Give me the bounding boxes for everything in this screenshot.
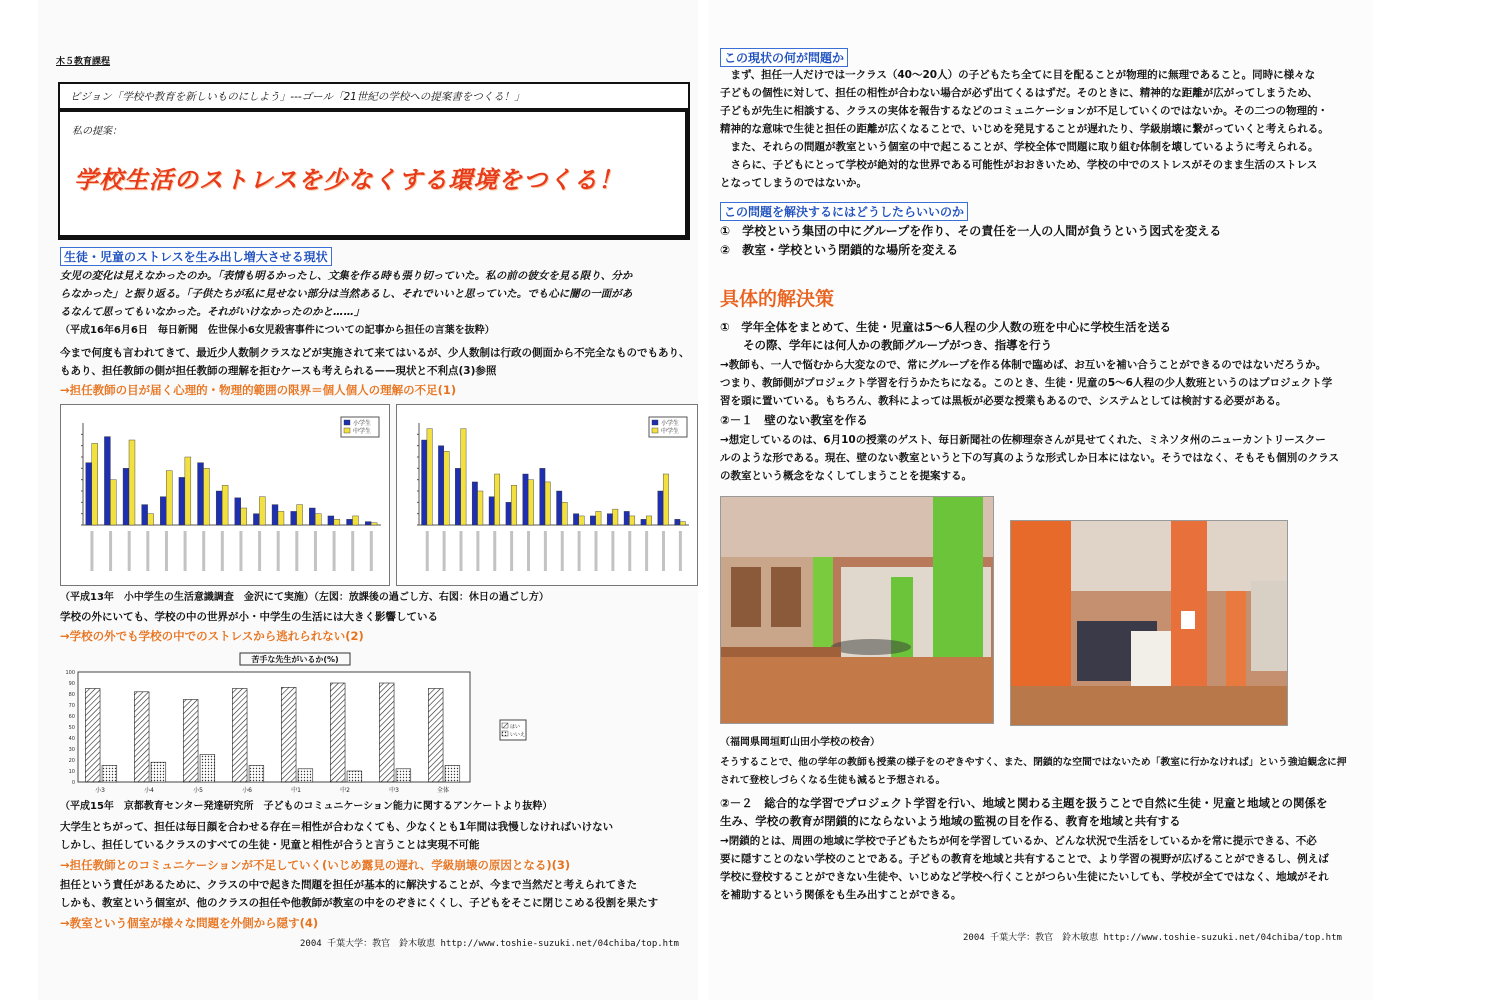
bar (675, 519, 680, 525)
bar (253, 514, 259, 525)
s21-title: ②－１ 壁のない教室を作る (720, 413, 868, 427)
x-tick-label-mark (221, 531, 224, 571)
proposal-box (58, 110, 690, 240)
s1-title-line: ① 学年全体をまとめて、生徒・児童は5～6人程の少人数の班を中心に学校生活を送る (720, 320, 1172, 334)
x-tick-label: 全体 (437, 787, 450, 794)
bar (86, 463, 92, 525)
legend-label: 小学生 (353, 420, 372, 427)
bar (142, 505, 148, 525)
para1 (60, 344, 700, 380)
bar (179, 477, 185, 525)
x-tick-label-mark (258, 531, 261, 571)
x-tick-label-mark (527, 531, 530, 571)
para-line: しかも、教室という個室が、他のクラスの担任や他教師が教室の中をのぞきにくくし、子どもをそこに閉じこめる役割を果たす (60, 897, 659, 909)
para-line: 子どもが先生に相談する、クラスの実体を報告するなどのコミュニケーションが不足していくのではないか。その二つの物理的・ (720, 105, 1329, 117)
bar (123, 468, 129, 525)
bar (511, 485, 516, 525)
s1-title (720, 318, 1368, 354)
chart1-svg (61, 405, 391, 587)
bar (353, 516, 359, 525)
para-line: 担任という責任があるために、クラスの中で起きた問題を担任が基本的に解決することが、今まで当然だと考えられてきた (60, 879, 638, 891)
para-line: また、それらの問題が教室という個室の中で起こることが、学校全体で問題に取り組む体制を壊しているように考えられる。 (720, 141, 1319, 153)
y-tick-label: 40 (68, 736, 75, 742)
para-line: まず、担任一人だけでは一クラス（40～20人）の子どもたち全てに目を配ることが物理的に無理であること。同時に様々な (720, 69, 1316, 81)
y-tick-label: 70 (68, 703, 75, 709)
corner-label: 木５教育課程 (56, 57, 111, 67)
bar (562, 502, 567, 525)
bar (297, 505, 303, 525)
bar (629, 516, 634, 525)
bar (104, 437, 110, 525)
bar (216, 491, 222, 525)
para3 (60, 818, 700, 854)
bar (579, 516, 584, 525)
y-tick-label: 20 (68, 758, 75, 764)
x-tick-label-mark (544, 531, 547, 571)
bar (445, 766, 460, 783)
vision-box (58, 82, 690, 110)
x-tick-label-mark (493, 531, 496, 571)
para-line: 要に隠すことのない学校のことである。子どもの教育を地域と共有することで、より学習の視野が広げることができるし、例えば (720, 853, 1329, 865)
bar (646, 516, 651, 525)
photo-caption: （福岡県岡垣町山田小学校の校舎） (720, 737, 880, 748)
survey2-caption: （平成15年 京都教育センター発達研究所 子どものコミュニケーション能力に関するアンケートより抜粋） (60, 801, 553, 812)
bar (134, 692, 149, 782)
right-para1 (720, 66, 1368, 192)
bar (478, 491, 483, 525)
bar (151, 762, 166, 782)
bar (347, 519, 353, 525)
bar (545, 482, 550, 525)
bar (259, 497, 265, 525)
legend-label: 中学生 (353, 428, 372, 435)
para-line: 今まで何度も言われてきて、最近少人数制クラスなどが実施されて来てはいるが、少人数制は行政の側面から不完全なものでもあり、 (60, 347, 690, 359)
para-line: ルのような形である。現在、壁のない教室というと下の写真のような形式しか日本にはない。そうではなく、そもそも個別のクラス (720, 452, 1339, 464)
bar (438, 446, 443, 525)
big-heading: 具体的解決策 (720, 288, 835, 310)
x-tick-label-mark (595, 531, 598, 571)
x-tick-label-mark (90, 531, 93, 571)
bar (347, 771, 362, 782)
x-tick-label-mark (611, 531, 614, 571)
x-tick-label-mark (146, 531, 149, 571)
chart2-svg (397, 405, 699, 587)
para-line: しかし、担任しているクラスのすべての生徒・児童と相性が合うと言うことは実現不可能 (60, 839, 480, 851)
bar (472, 482, 477, 525)
x-tick-label-mark (165, 531, 168, 571)
main-title: 学校生活のストレスを少なくする環境をつくる！ (74, 166, 624, 194)
para-line: を補助するという関係をも生み出すことができる。 (720, 889, 962, 901)
y-tick-label: 60 (68, 714, 75, 720)
x-tick-label-mark (679, 531, 682, 571)
para-line: の教室という概念をなくしてしまうことを提案する。 (720, 470, 972, 482)
survey1-caption: （平成13年 小中学生の生活意識調査 金沢にて実施）（左図：放課後の過ごし方、右図：休日の過ごし方） (60, 592, 549, 603)
right-heading2: この問題を解決するにはどうしたらいいのか (720, 202, 968, 221)
para-line: 精神的な意味で生徒と担任の距離が広くなることで、いじめを発見することが遅れたり、学級崩壊に繋がっていくと考えられる。 (720, 123, 1329, 135)
bar (166, 471, 172, 525)
bar (658, 491, 663, 525)
bar (198, 463, 204, 525)
bar (540, 468, 545, 525)
bar (309, 508, 315, 525)
school-photo-1 (720, 496, 994, 724)
bar (281, 687, 296, 782)
proposal-label: 私の提案： (72, 126, 122, 137)
point4: →教室という個室が様々な問題を外側から隠す(4) (60, 916, 319, 930)
bar (185, 457, 191, 525)
s22-title-line: ②－２ 総合的な学習でプロジェクト学習を行い、地域と関わる主題を扱うことで自然に生徒・児童と地域との関係を (720, 796, 1328, 810)
x-tick-label-mark (578, 531, 581, 571)
section1-heading: 生徒・児童のストレスを生み出し増大させる現状 (60, 247, 332, 266)
x-tick-label-mark (510, 531, 513, 571)
bar (596, 511, 601, 525)
vision-text: ビジョン「学校や教育を新しいものにしよう」---ゴール「21世紀の学校への提案書をつくる！」 (70, 91, 525, 103)
bar (365, 522, 371, 525)
quote-source: （平成16年6月6日 毎日新聞 佐世保小6女児殺害事件についての記事から担任の言葉を抜粋） (60, 325, 495, 336)
bar (148, 514, 154, 525)
point2: →学校の外でも学校の中でのストレスから逃れられない(2) (60, 629, 364, 643)
bar (334, 519, 340, 525)
x-tick-label-mark (277, 531, 280, 571)
bar (613, 509, 618, 525)
bar (489, 497, 494, 525)
bar (641, 519, 646, 525)
bar (200, 755, 215, 783)
right-footer: 2004 千葉大学：教官 鈴木敏恵 http://www.toshie-suzuki.net/04chiba/top.htm (963, 933, 1342, 943)
y-tick-label: 10 (68, 769, 75, 775)
legend-swatch (502, 731, 508, 736)
x-tick-label-mark (645, 531, 648, 571)
bar (85, 689, 100, 783)
quote-line: 女児の変化は見えなかったのか。「表情も明るかったし、文集を作る時も張り切っていた。私の前の彼女を見る限り、分か (60, 270, 633, 282)
bar (528, 480, 533, 525)
bar (129, 440, 135, 525)
bar (222, 485, 228, 525)
para-line: →想定しているのは、6月10の授業のゲスト、毎日新聞社の佐柳理奈さんが見せてくれた、ミネソタ州のニューカントリースクー (720, 434, 1326, 446)
y-tick-label: 100 (65, 670, 75, 676)
bar (110, 480, 116, 525)
legend-label: いいえ (510, 732, 526, 738)
bar (396, 769, 411, 782)
y-tick-label: 30 (68, 747, 75, 753)
bar (523, 474, 528, 525)
bar (506, 502, 511, 525)
legend-swatch (652, 428, 658, 433)
bar (160, 497, 166, 525)
point3: →担任教師とのコミュニケーションが不足していく(いじめ露見の遅れ、学級崩壊の原因となる)(3) (60, 858, 571, 872)
x-tick-label: 小6 (242, 787, 252, 794)
para-line: もあり、担任教師の側が担任教師の理解を拒むケースも考えられる——現状と不利点(3)参照 (60, 365, 497, 377)
legend-label: 中学生 (661, 428, 680, 435)
bar (663, 474, 668, 525)
bar (183, 700, 198, 783)
bar (298, 769, 313, 782)
para-line: されて登校しづらくなる生徒も減ると予想される。 (720, 775, 946, 786)
right-heading1: この現状の何が問題か (720, 48, 848, 67)
y-tick-label: 80 (68, 692, 75, 698)
para2: 学校の外にいても、学校の中の世界が小・中学生の生活には大きく影響している (60, 611, 438, 623)
para-line: そうすることで、他の学年の教師も授業の様子をのぞきやすく、また、閉鎖的な空間ではないため「教室に行かなければ」という強迫観念に押 (720, 757, 1347, 768)
s1-body (720, 356, 1368, 410)
legend-swatch (344, 428, 350, 433)
x-tick-label-mark (351, 531, 354, 571)
bar (607, 514, 612, 525)
x-tick-label-mark (426, 531, 429, 571)
bar (328, 516, 334, 525)
bar (291, 511, 297, 525)
x-tick-label-mark (628, 531, 631, 571)
s1-title-line: その際、学年には何人かの教師グループがつき、指導を行う (720, 338, 1053, 352)
bar (573, 514, 578, 525)
x-tick-label-mark (476, 531, 479, 571)
bar (330, 683, 345, 782)
solution1: ① 学校という集団の中にグループを作り、その責任を一人の人間が負うという図式を変える (720, 224, 1222, 238)
x-tick-label-mark (184, 531, 187, 571)
para-line: 子どもの個性に対して、担任の相性が合わない場合が必ず出てくるはずだ。そのときに、精神的な距離が広がってしまうため、 (720, 87, 1318, 99)
bar (624, 511, 629, 525)
para-line: 学校に登校することができない生徒や、いじめなど学校へ行くことがつらい生徒にたいしても、学校が全てではなく、地域がそれ (720, 871, 1329, 883)
chart-after-school (60, 404, 390, 586)
bar (249, 766, 264, 783)
para-line: さらに、子どもにとって学校が絶対的な世界である可能性がおおきいため、学校の中でのストレスがそのまま生活のストレス (720, 159, 1318, 171)
x-tick-label-mark (443, 531, 446, 571)
solution2: ② 教室・学校という閉鎖的な場所を変える (720, 243, 959, 257)
school-photo-2-svg (1011, 521, 1288, 726)
bar (102, 766, 117, 783)
x-tick-label-mark (202, 531, 205, 571)
bar (241, 508, 247, 525)
x-tick-label: 小5 (193, 787, 203, 794)
para-line: 習を頭に置いている。もちろん、教科によっては黒板が必要な授業もあるので、システムとしては検討する必要がある。 (720, 395, 1287, 407)
bar (235, 498, 241, 525)
bar (92, 443, 98, 525)
bar (278, 511, 284, 525)
chart-teacher-dislike (60, 650, 530, 798)
bar (204, 468, 210, 525)
s21-body (720, 431, 1368, 485)
chart-holiday (396, 404, 698, 586)
chart3-title: 苦手な先生がいるか(%) (251, 655, 339, 664)
x-tick-label-mark (239, 531, 242, 571)
x-tick-label: 中2 (340, 787, 350, 794)
para-line: 大学生とちがって、担任は毎日顔を合わせる存在＝相性が合わなくても、少なくとも1年間は我慢しなければいけない (60, 821, 614, 833)
point1: →担任教師の目が届く心理的・物理的範囲の限界＝個人個人の理解の不足(1) (60, 383, 457, 397)
para-line: →教師も、一人で悩むから大変なので、常にグループを作る体制で臨めば、お互いを補い合うことができるのではないだろうか。 (720, 359, 1327, 371)
bar (590, 516, 595, 525)
school-photo-2 (1010, 520, 1288, 726)
x-tick-label: 小4 (144, 787, 154, 794)
legend-swatch (502, 723, 508, 728)
s22-title-line: 生み、学校の教育が閉鎖的にならないよう地域の監視の目を作る、教育を地域と共有する (720, 814, 1181, 828)
bar (272, 505, 278, 525)
legend-label: 小学生 (661, 420, 680, 427)
quote-line: らなかった」と振り返る。「子供たちが私に見せない部分は当然あるし、それでいいと思っていた。でも心に闇の一面があ (60, 288, 633, 300)
x-tick-label-mark (561, 531, 564, 571)
x-tick-label-mark (314, 531, 317, 571)
para-line: つまり、教師側がプロジェクト学習を行うかたちになる。このとき、生徒・児童の5～6人程の少人数班というのはプロジェクト学 (720, 377, 1333, 389)
left-page (38, 0, 698, 1000)
y-tick-label: 50 (68, 725, 75, 731)
bar (427, 429, 432, 525)
x-tick-label-mark (333, 531, 336, 571)
bar (680, 522, 685, 525)
bar (461, 429, 466, 525)
bar (232, 689, 247, 783)
x-tick-label-mark (370, 531, 373, 571)
s22-body (720, 832, 1368, 904)
bar (494, 474, 499, 525)
x-tick-label-mark (295, 531, 298, 571)
right-page (708, 0, 1373, 1000)
bar (557, 491, 562, 525)
legend-swatch (652, 420, 658, 425)
para-line: →閉鎖的とは、周囲の地域に学校で子どもたちが何を学習しているか、どんな状況で生活をしているかを常に提示できる、不必 (720, 835, 1317, 847)
x-tick-label-mark (109, 531, 112, 571)
legend-swatch (344, 420, 350, 425)
chart3-svg (60, 650, 530, 798)
para-line: となってしまうのではないか。 (720, 177, 867, 189)
x-tick-label: 中1 (291, 787, 301, 794)
bar (315, 514, 321, 525)
bar (371, 523, 377, 525)
bar (379, 683, 394, 782)
x-tick-label-mark (460, 531, 463, 571)
x-tick-label-mark (128, 531, 131, 571)
bar (422, 440, 427, 525)
s22-title (720, 794, 1368, 830)
y-tick-label: 90 (68, 681, 75, 687)
bar (444, 451, 449, 525)
x-tick-label-mark (662, 531, 665, 571)
x-tick-label: 中3 (389, 787, 399, 794)
para4 (60, 876, 700, 912)
left-footer: 2004 千葉大学：教官 鈴木敏恵 http://www.toshie-suzuki.net/04chiba/top.htm (300, 939, 679, 949)
x-tick-label: 小3 (95, 787, 105, 794)
quote-block (60, 267, 700, 321)
after-photo (720, 754, 1368, 790)
bar (455, 468, 460, 525)
y-tick-label: 0 (71, 780, 75, 786)
bar (428, 689, 443, 783)
quote-line: るなんて思ってもいなかった。それがいけなかったのかと……」 (60, 306, 365, 318)
school-photo-1-svg (721, 497, 994, 724)
legend-label: はい (510, 724, 521, 730)
